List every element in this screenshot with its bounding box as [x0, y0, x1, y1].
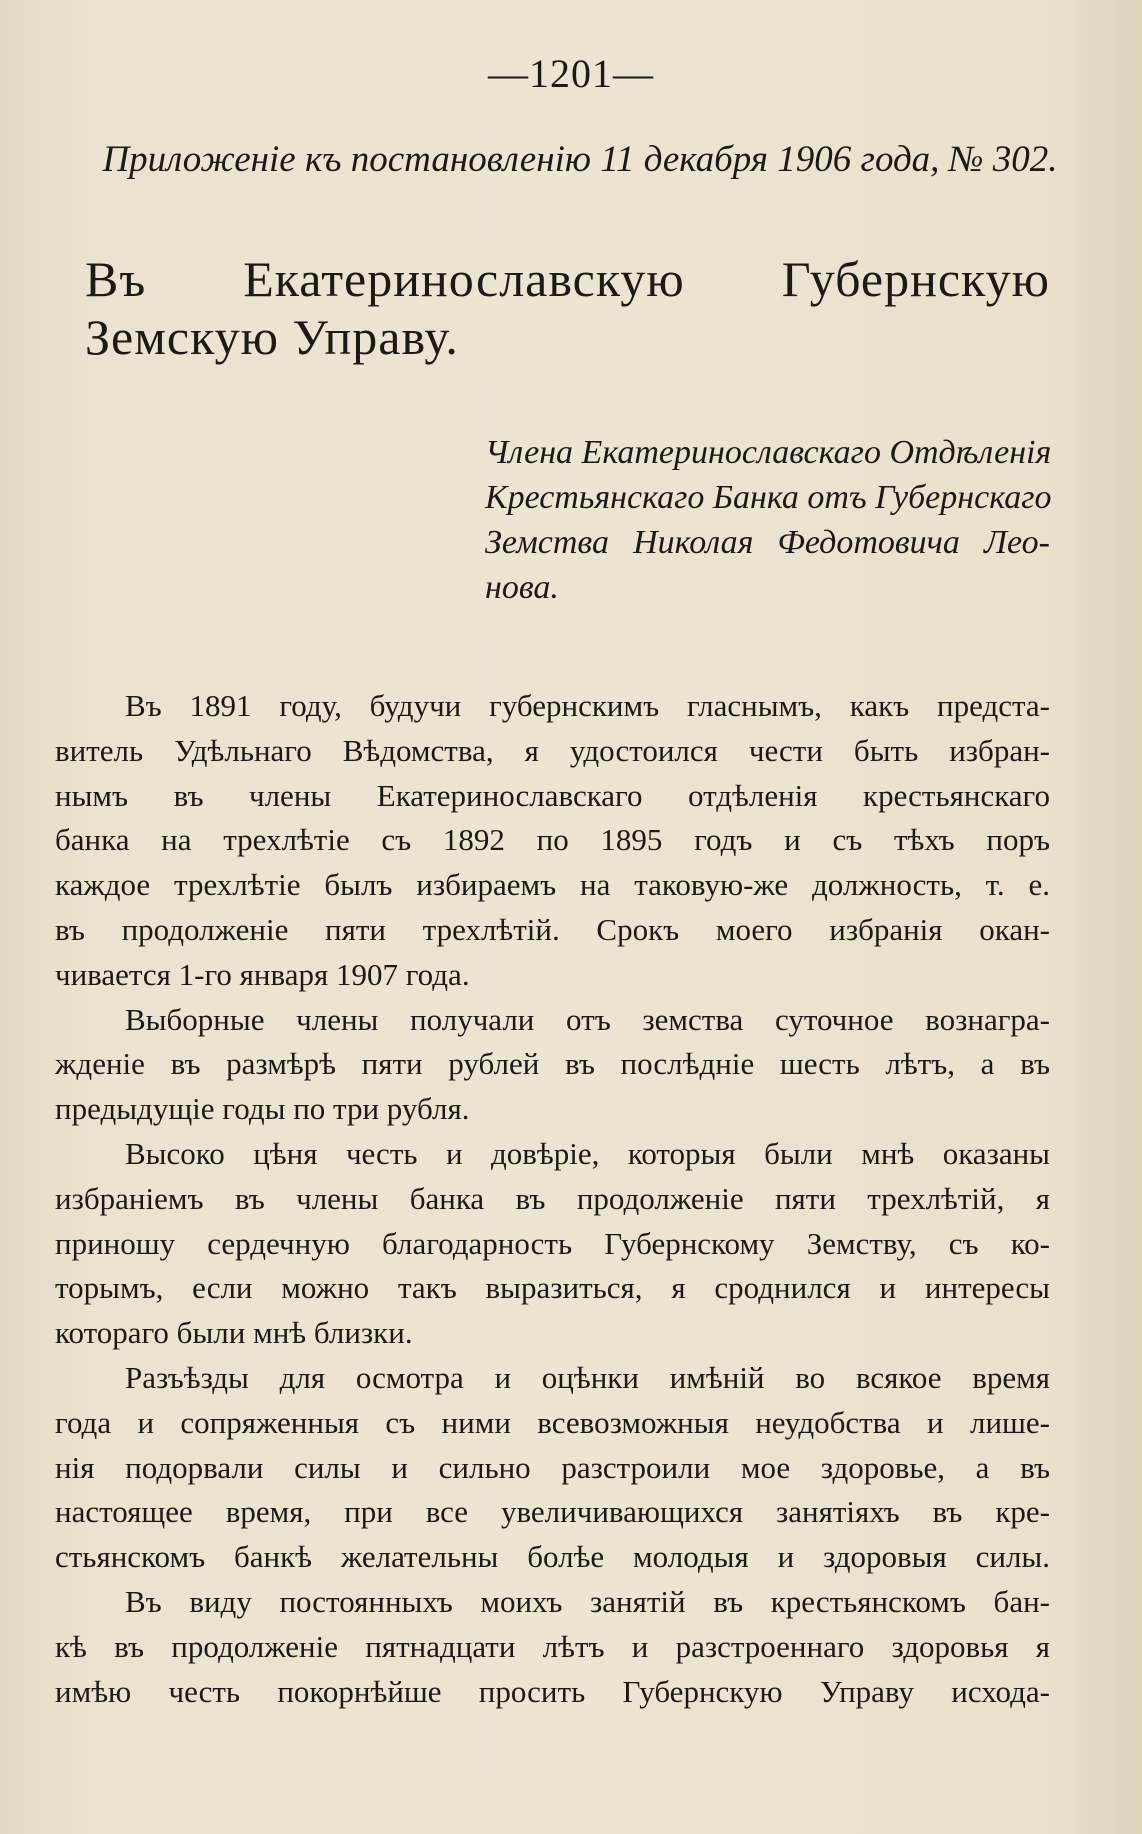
body-line: торымъ, если можно такъ выразиться, я сроднился и интересы — [55, 1270, 1050, 1306]
body-line: витель Удѣльнаго Вѣдомства, я удостоился чести быть избран- — [55, 732, 1050, 768]
body-line: жденіе въ размѣрѣ пяти рублей въ послѣдніе шесть лѣтъ, а въ — [55, 1046, 1050, 1082]
body-line: года и сопряженныя съ ними всевозможныя неудобства и лише- — [55, 1404, 1050, 1440]
body-line: стьянскомъ банкѣ желательны болѣе молодыя и здоровыя силы. — [55, 1539, 1050, 1575]
page-number: —1201— — [488, 51, 654, 96]
body-line: кѣ въ продолженіе пятнадцати лѣтъ и разстроеннаго здоровья я — [55, 1628, 1050, 1664]
body-line: Выборные члены получали отъ земства суточное вознагра- — [125, 1001, 1050, 1037]
body-line: Разъѣзды для осмотра и оцѣнки имѣній во всякое время — [125, 1359, 1050, 1395]
body-line: избраніемъ въ члены банка въ продолженіе пяти трехлѣтій, я — [55, 1180, 1050, 1216]
body-line: приношу сердечную благодарность Губернскому Земству, съ ко- — [55, 1225, 1050, 1261]
body-line: предыдущіе годы по три рубля. — [55, 1091, 470, 1127]
body-line: Высоко цѣня честь и довѣріе, которыя были мнѣ оказаны — [125, 1135, 1050, 1171]
sender-block — [485, 430, 1050, 610]
addressee-heading: Въ Екатеринославскую Губернскую Земскую Управу. — [85, 251, 1050, 365]
body-line: каждое трехлѣтіе былъ избираемъ на таковую-же должность, т. е. — [55, 867, 1050, 903]
body-line: нія подорвали силы и сильно разстроили мое здоровье, а въ — [55, 1449, 1050, 1485]
letter-body — [55, 684, 1050, 1714]
body-line: имѣю честь покорнѣйше просить Губернскую Управу исхода- — [55, 1673, 1050, 1709]
body-line: нымъ въ члены Екатеринославскаго отдѣленія крестьянскаго — [55, 777, 1050, 813]
sender-line: Члена Екатеринославскаго Отдѣленія — [485, 434, 1052, 471]
body-line: чивается 1-го января 1907 года. — [55, 956, 470, 992]
body-line: Въ 1891 году, будучи губернскимъ гласнымъ, какъ предста- — [125, 688, 1050, 723]
sender-line: Земства Николая Федотовича Лео- — [485, 524, 1050, 561]
annex-heading: Приложеніе къ постановленію 11 декабря 1906 года, № 302. — [102, 139, 1058, 180]
sender-line: Крестьянскаго Банка отъ Губернскаго — [485, 479, 1052, 516]
sender-line: нова. — [485, 569, 559, 606]
body-line: банка на трехлѣтіе съ 1892 по 1895 годъ и съ тѣхъ поръ — [55, 822, 1050, 858]
body-line: Въ виду постоянныхъ моихъ занятій въ крестьянскомъ бан- — [125, 1583, 1050, 1619]
body-line: котораго были мнѣ близки. — [55, 1315, 413, 1351]
body-line: настоящее время, при все увеличивающихся занятіяхъ въ кре- — [55, 1494, 1050, 1530]
body-line: въ продолженіе пяти трехлѣтій. Срокъ моего избранія окан- — [55, 911, 1050, 947]
